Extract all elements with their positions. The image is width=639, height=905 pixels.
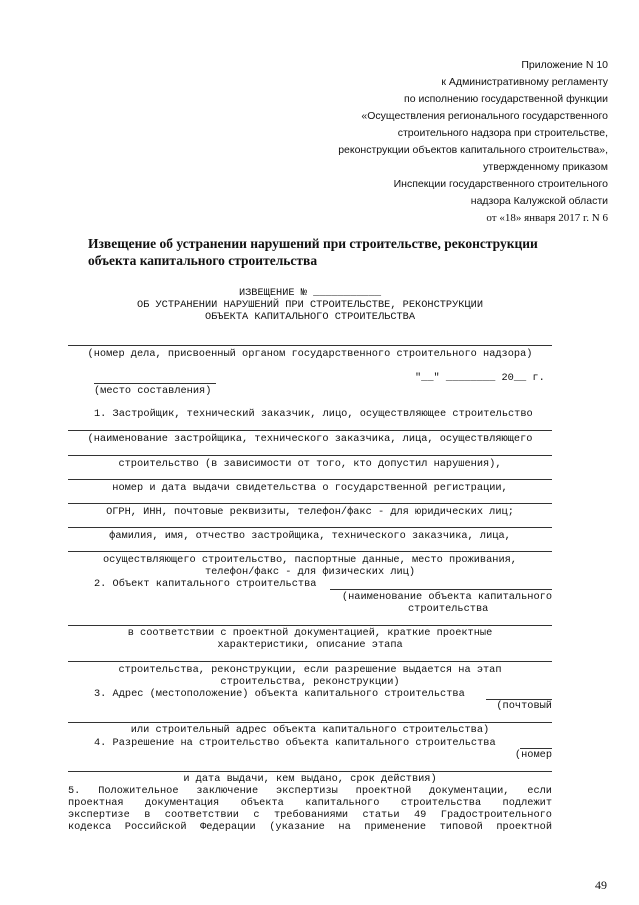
blank-line [68,345,552,346]
item-4-caption: и дата выдачи, кем выдано, срок действия) [183,773,437,785]
document-title-line2: объекта капитального строительства [88,253,318,268]
item-5-line: экспертизе в соответствии с требованиями статьи 49 Градостроительного [68,809,552,821]
blank-line [68,771,552,772]
item-3-caption: или строительный адрес объекта капитального строительства) [130,724,490,736]
blank-line [68,527,552,528]
item-4-caption: (номер [514,749,552,761]
item-4-label: 4. Разрешение на строительство объекта капитального строительства [94,737,496,749]
blank-line [68,722,552,723]
date-blank: "__" ________ 20__ г. [415,372,545,384]
item-2-label: 2. Объект капитального строительства [94,578,317,590]
header-line: Приложение N 10 [521,59,608,71]
item-1-caption: (наименование застройщика, технического заказчика, лица, осуществляющего [87,433,533,445]
header-line: к Административному регламенту [441,76,608,88]
item-2-caption: в соответствии с проектной документацией, краткие проектные [127,627,493,639]
blank-line [68,625,552,626]
form-heading: ОБ УСТРАНЕНИИ НАРУШЕНИЙ ПРИ СТРОИТЕЛЬСТВЕ, РЕКОНСТРУКЦИИ [136,299,484,311]
document-title-line1: Извещение об устранении нарушений при строительстве, реконструкции [88,236,538,251]
form-heading: ИЗВЕЩЕНИЕ № ___________ [238,287,382,299]
header-date-line: от «18» января 2017 г. N 6 [486,212,608,224]
item-1-caption: номер и дата выдачи свидетельства о государственной регистрации, [112,482,508,494]
item-2-caption: строительства [408,603,489,615]
case-number-caption: (номер дела, присвоенный органом государственного строительного надзора) [87,348,533,360]
item-5-line: кодекса Российской Федерации (указание на применение типовой проектной [68,821,552,833]
blank-line [68,430,552,431]
place-caption: (место составления) [94,385,212,397]
form-heading: ОБЪЕКТА КАПИТАЛЬНОГО СТРОИТЕЛЬСТВА [204,311,416,323]
blank-line [68,455,552,456]
header-line: надзора Калужской области [470,195,608,207]
header-line: реконструкции объектов капитального строительства», [338,144,608,156]
header-line: «Осуществления регионального государственного [361,110,608,122]
item-2-caption: (наименование объекта капитального [341,591,552,603]
header-line: строительного надзора при строительстве, [397,127,608,139]
item-1-caption: ОГРН, ИНН, почтовые реквизиты, телефон/факс - для юридических лиц; [106,506,514,518]
blank-line [68,479,552,480]
item-3-label: 3. Адрес (местоположение) объекта капитального строительства [94,688,465,700]
item-1-label: 1. Застройщик, технический заказчик, лицо, осуществляющее строительство [94,408,533,420]
item-1-caption: осуществляющего строительство, паспортные данные, место проживания, [102,554,517,566]
item-2-caption: строительства, реконструкции) [220,676,400,688]
blank-line [68,551,552,552]
item-3-caption: (почтовый [496,700,552,712]
page-number: 49 [595,878,607,892]
item-1-caption: телефон/факс - для физических лиц) [204,566,416,578]
item-5-line: проектная документация объекта капитального строительства подлежит [68,797,552,809]
item-2-caption: строительства, реконструкции, если разрешение выдается на этап [118,664,502,676]
header-line: утвержденному приказом [483,161,608,173]
item-1-caption: фамилия, имя, отчество застройщика, технического заказчика, лица, [109,530,511,542]
item-2-caption: характеристики, описание этапа [217,639,403,651]
header-line: Инспекции государственного строительного [393,178,608,190]
blank-line [68,661,552,662]
blank-line [330,589,552,590]
place-blank-line [94,383,216,384]
item-1-caption: строительство (в зависимости от того, кто допустил нарушения), [118,458,502,470]
blank-line [68,503,552,504]
item-5-line: 5. Положительное заключение экспертизы проектной документации, если [68,785,552,797]
header-line: по исполнению государственной функции [404,93,608,105]
